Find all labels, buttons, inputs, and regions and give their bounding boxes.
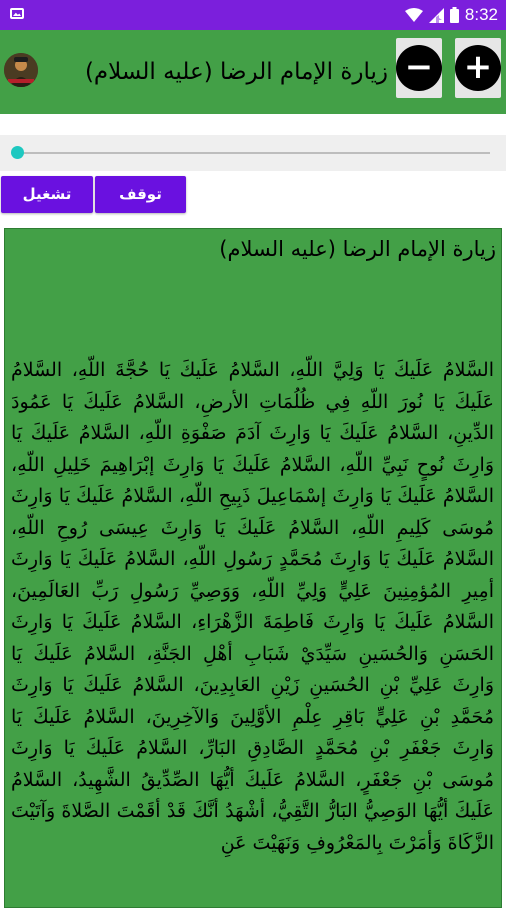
zoom-out-button[interactable] xyxy=(396,38,442,98)
play-button[interactable]: تشغيل xyxy=(1,176,93,213)
status-time: 8:32 xyxy=(464,5,498,24)
ziyarah-text-panel[interactable] xyxy=(4,228,502,908)
zoom-in-button[interactable] xyxy=(455,38,501,98)
seekbar-track[interactable] xyxy=(17,152,490,154)
app-title: زيارة الإمام الرضا (عليه السلام) xyxy=(84,59,388,85)
app-logo-avatar xyxy=(4,53,38,87)
status-bar xyxy=(0,0,506,30)
audio-seekbar[interactable] xyxy=(0,135,506,171)
battery-icon xyxy=(450,7,459,23)
signal-icon xyxy=(429,8,444,23)
plus-icon: + xyxy=(455,45,501,91)
status-indicators xyxy=(405,0,498,30)
minus-icon: − xyxy=(396,45,442,91)
image-notification-icon xyxy=(10,8,24,19)
seekbar-thumb[interactable] xyxy=(11,146,24,159)
stop-button[interactable]: توقف xyxy=(95,176,186,213)
app-bar xyxy=(0,30,506,114)
content-title: زيارة الإمام الرضا (عليه السلام) xyxy=(219,237,496,261)
wifi-icon xyxy=(405,8,423,23)
content-body: السَّلامُ عَلَيكَ يَا وَلِيَّ اللّهِ، السَّلامُ عَلَيكَ يَا حُجَّةَ اللّهِ، السَّلامُ عَلَيكَ يَا نُورَ اللّهِ فِي ظُلُمَاتِ الأرضِ، السَّلامُ عَلَيكَ يَا عَمُودَ الدِّينِ، السَّلامُ عَلَيكَ يَا وَارِثَ آدَمَ صَفْوَةِ اللّهِ، السَّلامُ عَلَيكَ يَا وَارِثَ نُوحٍ نَبِيِّ اللّهِ، السَّلامُ عَلَيكَ يَا وَارِثَ إبْرَاهِيمَ خَلِيلِ اللّهِ، السَّلامُ عَلَيكَ يَا وَارِثَ إسْمَاعِيلَ ذَبِيحِ اللّهِ، السَّلامُ عَلَيكَ يَا وَارِثَ مُوسَى كَلِيمِ اللّهِ، السَّلامُ عَلَيكَ يَا وَارِثَ عِيسَى رُوحِ اللّهِ، السَّلامُ عَلَيكَ يَا وَارِثَ مُحَمَّدٍ رَسُولِ اللّهِ، السَّلامُ عَلَيكَ يَا وَارِثَ أمِيرِ المُؤمِنِينَ عَلِيٍّ وَلِيِّ اللّهِ، وَوَصِيِّ رَسُولِ رَبِّ العَالَمِينَ، السَّلامُ عَلَيكَ يَا وَارِثَ فَاطِمَةَ الزَّهْرَاءِ، السَّلامُ عَلَيكَ يَا وَارِثَ الحَسَنِ وَالحُسَينِ سَيِّدَيْ شَبَابِ أهْلِ الجَنَّةِ، السَّلامُ عَلَيكَ يَا وَارِثَ عَلِيِّ بْنِ الحُسَينِ زَيْنِ العَابِدِينَ، السَّلامُ عَلَيكَ يَا وَارِثَ مُحَمَّدِ بْنِ عَلِيٍّ بَاقِرِ عِلْمِ الأوَّلِينَ وَالآخِرِينَ، السَّلامُ عَلَيكَ يَا وَارِثَ جَعْفَرِ بْنِ مُحَمَّدٍ الصَّادِقِ البَارِّ، السَّلامُ عَلَيكَ يَا وَارِثَ مُوسَى بْنِ جَعْفَرٍ، السَّلامُ عَلَيكَ أيُّهَا الصِّدِّيقُ الشَّهِيدُ، السَّلامُ عَلَيكَ أيُّهَا الوَصِيُّ البَارُّ التَّقِيُّ، أشْهَدُ أنَّكَ قَدْ أقَمْتَ الصَّلاةَ وَآتَيْتَ الزَّكَاةَ وَأمَرْتَ بِالمَعْرُوفِ وَنَهَيْتَ عَنِ xyxy=(11,359,494,854)
